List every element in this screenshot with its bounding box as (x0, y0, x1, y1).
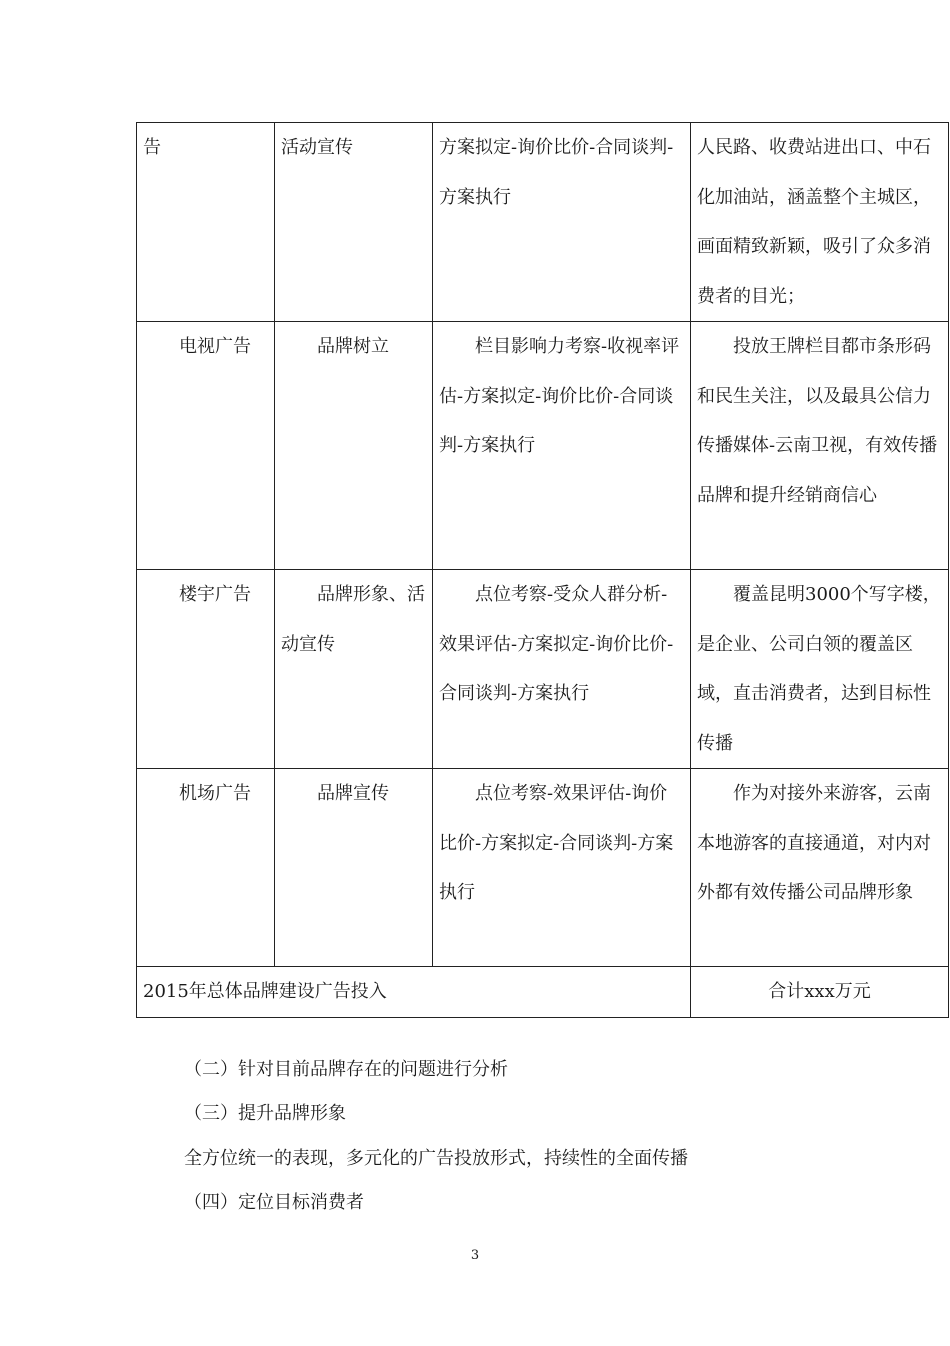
table-cell-media: 告 (137, 123, 275, 322)
table-cell-purpose-text: 品牌宣传 (317, 783, 389, 804)
section-heading-problem-analysis: （二）针对目前品牌存在的问题进行分析 (184, 1059, 508, 1080)
table-row (137, 322, 949, 570)
table-cell-purpose (275, 322, 433, 570)
page-number: 3 (470, 1248, 480, 1263)
total-label: 2015年总体品牌建设广告投入 (137, 967, 691, 1018)
table-total-row (137, 967, 949, 1018)
total-value: 合计xxx万元 (691, 967, 949, 1018)
table-cell-purpose (275, 769, 433, 967)
table-cell-process (433, 570, 691, 769)
table-row (137, 123, 949, 322)
table-cell-purpose: 活动宣传 (275, 123, 433, 322)
table-cell-media-text: 机场广告 (179, 783, 251, 804)
table-cell-description (691, 570, 949, 769)
table-cell-media (137, 570, 275, 769)
table-cell-process (433, 322, 691, 570)
table-cell-description-text: 作为对接外来游客，云南本地游客的直接通道，对内对外都有效传播公司品牌形象 (697, 783, 931, 903)
table-cell-purpose (275, 570, 433, 769)
table-cell-media-text: 电视广告 (179, 336, 251, 357)
advertising-plan-table (136, 122, 949, 1018)
table-cell-description (691, 769, 949, 967)
table-row (137, 570, 949, 769)
table-cell-media (137, 322, 275, 570)
body-paragraph: 全方位统一的表现，多元化的广告投放形式，持续性的全面传播 (184, 1148, 688, 1169)
table-cell-media-text: 楼宇广告 (179, 584, 251, 605)
table-cell-purpose-text: 品牌形象、活动宣传 (281, 584, 425, 655)
section-heading-brand-image: （三）提升品牌形象 (184, 1103, 346, 1124)
table-cell-process-text: 栏目影响力考察-收视率评估-方案拟定-询价比价-合同谈判-方案执行 (439, 336, 680, 456)
table-row (137, 769, 949, 967)
table-cell-description-text: 覆盖昆明3000个写字楼，是企业、公司白领的覆盖区域，直击消费者，达到目标性传播 (697, 584, 941, 754)
table-cell-description (691, 322, 949, 570)
table-cell-process (433, 769, 691, 967)
table-cell-process-text: 点位考察-受众人群分析-效果评估-方案拟定-询价比价-合同谈判-方案执行 (439, 584, 674, 704)
table-cell-description: 人民路、收费站进出口、中石化加油站，涵盖整个主城区，画面精致新颖，吸引了众多消费者的目光； (691, 123, 949, 322)
section-heading-target-consumers: （四）定位目标消费者 (184, 1192, 364, 1213)
table-cell-description-text: 投放王牌栏目都市条形码和民生关注，以及最具公信力传播媒体-云南卫视，有效传播品牌和提升经销商信心 (697, 336, 938, 506)
table-cell-purpose-text: 品牌树立 (317, 336, 389, 357)
table-cell-process-text: 点位考察-效果评估-询价比价-方案拟定-合同谈判-方案执行 (439, 783, 674, 903)
table-cell-process: 方案拟定-询价比价-合同谈判-方案执行 (433, 123, 691, 322)
table-cell-media (137, 769, 275, 967)
